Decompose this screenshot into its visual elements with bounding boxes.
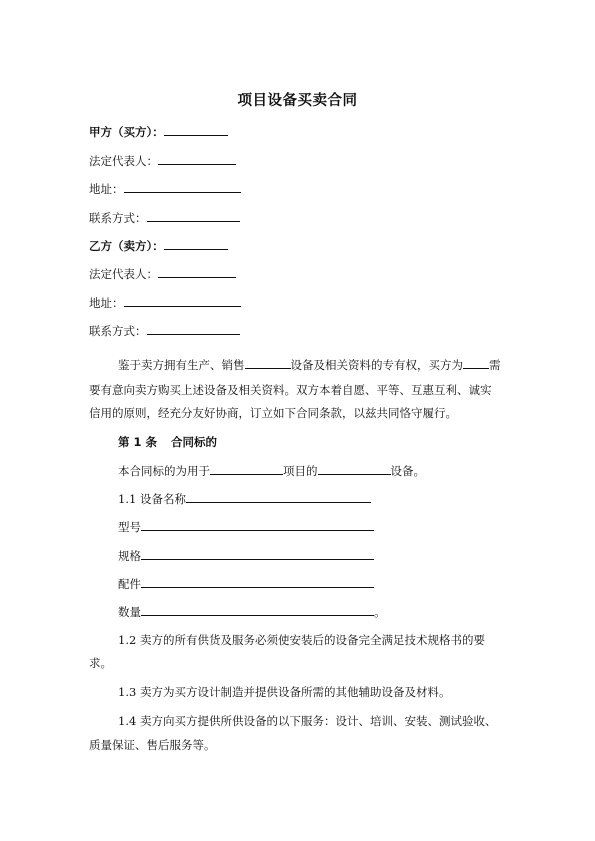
party-b-addr-label: 地址： [89, 296, 124, 310]
purpose-blank[interactable] [463, 356, 489, 369]
article-1-number: 第 1 条 [118, 435, 158, 449]
article-1-intro [118, 462, 425, 479]
preamble-line-1 [118, 356, 501, 373]
preamble-line-2: 要有意向卖方购买上述设备及相关资料。双方本着自愿、平等、互惠互利、诚实 [89, 383, 492, 397]
item-qty-row [118, 603, 386, 620]
preamble-text-1: 鉴于卖方拥有生产、销售 [118, 358, 245, 372]
clause-1-2-line-1: 1.2 卖方的所有供货及服务必须使安装后的设备完全满足技术规格书的要 [118, 633, 485, 647]
party-b-row [89, 237, 228, 254]
item-name-label: 1.1 设备名称 [118, 492, 186, 506]
party-b-rep-blank[interactable] [158, 265, 236, 278]
item-model-row [118, 518, 374, 535]
party-a-blank[interactable] [164, 123, 228, 136]
item-spec-row [118, 547, 374, 564]
preamble-text-3: 需 [489, 358, 501, 372]
party-b-label: 乙方（卖方）： [89, 239, 164, 253]
party-b-addr-row [89, 294, 241, 311]
party-a-contact-blank[interactable] [147, 209, 240, 222]
item-qty-blank[interactable] [141, 603, 374, 616]
document-title: 项目设备买卖合同 [237, 93, 358, 109]
party-b-blank[interactable] [164, 237, 228, 250]
party-a-addr-row [89, 180, 241, 197]
party-a-row [89, 123, 228, 140]
party-a-rep-blank[interactable] [158, 152, 236, 165]
intro-text-1: 本合同标的为用于 [118, 464, 210, 478]
party-b-contact-label: 联系方式： [89, 324, 147, 338]
preamble-text-2: 设备及相关资料的专有权，买方为 [290, 358, 463, 372]
clause-1-4-line-2: 质量保证、售后服务等。 [89, 738, 216, 752]
item-spec-label: 规格 [118, 549, 141, 563]
product-blank[interactable] [245, 356, 291, 369]
item-parts-blank[interactable] [141, 575, 374, 588]
party-b-rep-row [89, 265, 236, 282]
party-a-addr-label: 地址： [89, 182, 124, 196]
party-b-addr-blank[interactable] [124, 294, 241, 307]
item-parts-label: 配件 [118, 577, 141, 591]
item-model-blank[interactable] [141, 518, 374, 531]
article-1-title: 合同标的 [171, 435, 218, 449]
intro-text-3: 设备。 [390, 464, 425, 478]
party-a-rep-label: 法定代表人： [89, 154, 158, 168]
item-spec-blank[interactable] [141, 547, 374, 560]
item-name-row [118, 490, 371, 507]
intro-text-2: 项目的 [283, 464, 318, 478]
item-name-blank[interactable] [186, 490, 371, 503]
clause-1-3: 1.3 卖方为买方设计制造并提供设备所需的其他辅助设备及材料。 [118, 685, 451, 699]
preamble-line-3: 信用的原则，经充分友好协商，订立如下合同条款，以兹共同恪守履行。 [89, 406, 457, 420]
item-parts-row [118, 575, 374, 592]
clause-1-2-line-2: 求。 [89, 656, 112, 670]
party-b-rep-label: 法定代表人： [89, 267, 158, 281]
item-qty-end: 。 [374, 605, 386, 619]
party-a-rep-row [89, 152, 236, 169]
party-b-contact-blank[interactable] [147, 322, 240, 335]
party-a-contact-label: 联系方式： [89, 211, 147, 225]
item-qty-label: 数量 [118, 605, 141, 619]
project-blank[interactable] [210, 462, 283, 475]
item-model-label: 型号 [118, 520, 141, 534]
party-a-addr-blank[interactable] [124, 180, 241, 193]
equipment-blank[interactable] [318, 462, 391, 475]
article-1-heading [118, 434, 217, 450]
party-b-contact-row [89, 322, 240, 339]
clause-1-4-line-1: 1.4 卖方向买方提供所供设备的以下服务：设计、培训、安装、测试验收、 [118, 714, 497, 728]
party-a-contact-row [89, 209, 240, 226]
party-a-label: 甲方（买方）： [89, 125, 164, 139]
